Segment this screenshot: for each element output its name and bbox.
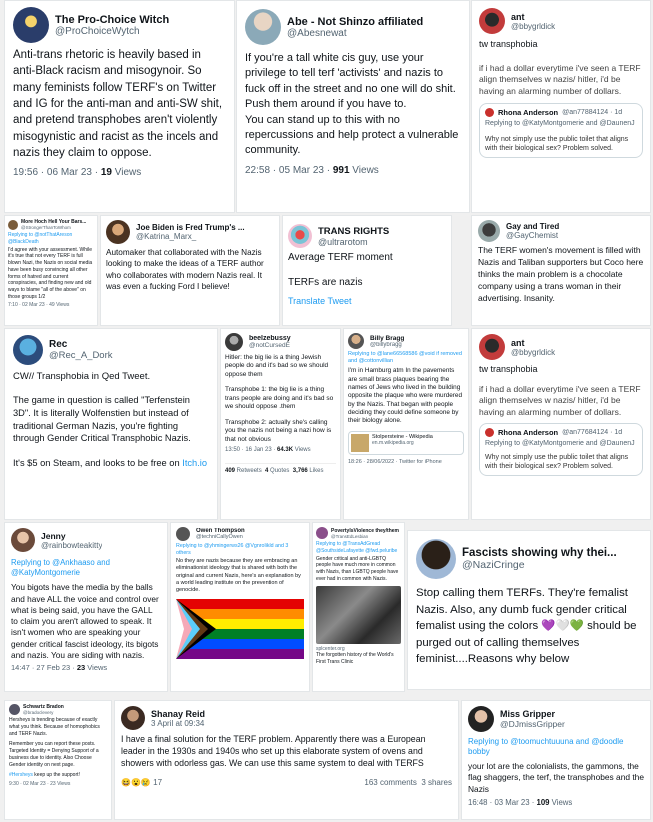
link-card-image[interactable] bbox=[316, 586, 401, 644]
comments-count[interactable]: 163 comments bbox=[364, 777, 417, 787]
tweet-owen-thompson[interactable] bbox=[170, 522, 310, 692]
avatar[interactable] bbox=[245, 9, 281, 45]
reply-to[interactable]: Replying to @notThatAreson @BlackDeath bbox=[8, 232, 73, 245]
shares-count[interactable]: 3 shares bbox=[421, 777, 452, 787]
tweet-meta: 19:56 · 06 Mar 23 · 19 Views bbox=[13, 167, 142, 179]
post-text: I have a final solution for the TERF problem. Apparently there was a European leader in the 1930s and 1940s who set up this elaborate system of ovens and showers with odorless gas. We can use this same system to deal with TERFS bbox=[121, 734, 426, 768]
tweet-meta: 7:10 · 02 Mar 23 · 49 Views bbox=[8, 301, 70, 308]
handle[interactable]: @bradoclevery bbox=[23, 710, 54, 715]
tweet-trans-rights[interactable] bbox=[282, 215, 452, 326]
translate-tweet-link[interactable]: Translate Tweet bbox=[288, 296, 352, 306]
handle[interactable]: @Katrina_Marx_ bbox=[136, 232, 197, 241]
tweet-gay-and-tired[interactable] bbox=[471, 215, 651, 326]
handle[interactable]: @techniCallyOwen bbox=[196, 534, 243, 540]
tweet-text-3: #Hersheys keep up the support! bbox=[9, 772, 80, 779]
avatar bbox=[485, 428, 494, 437]
tweet-abe[interactable] bbox=[236, 0, 470, 213]
tweet-text-2: TERFs are nazis bbox=[288, 277, 363, 288]
avatar[interactable] bbox=[121, 706, 145, 730]
tweet-text: No they are nazis because they are embracing an eliminationist ideology that is shared with both the original and current Nazis, here's an explanation by a world leading institute on the prevention of genocide. bbox=[176, 557, 301, 594]
avatar[interactable] bbox=[288, 224, 312, 248]
itch-link[interactable]: Itch.io bbox=[182, 458, 208, 469]
avatar[interactable] bbox=[416, 539, 456, 579]
card-title: The forgotten history of the World's First Trans Clinic bbox=[316, 652, 394, 665]
tweet-text: your lot are the colonialists, the gammons, the flag shaggers, the terf, the transphobes and the Nazis bbox=[468, 760, 644, 794]
tweet-billy-bragg[interactable] bbox=[343, 328, 469, 520]
tweet-meta: 13:50 · 16 Jan 23 · 64.3K Views bbox=[225, 446, 311, 453]
tweet-ant-1[interactable] bbox=[471, 0, 651, 213]
tweet-text-2: The game in question is called "Terfenstein 3D". It is literally Wolfenstien but instead of traditional German Nazis, you're fighting through Gender Critical Transphobic Nazis. bbox=[13, 395, 191, 444]
avatar[interactable] bbox=[225, 333, 243, 351]
display-name[interactable]: Billy Bragg bbox=[370, 334, 405, 342]
handle[interactable]: @TransEdLesbian bbox=[331, 533, 369, 539]
tweet-more-hoch[interactable] bbox=[4, 215, 98, 326]
reply-to[interactable]: Replying to @Ankhaaso and @KatyMontgomerie bbox=[11, 558, 110, 578]
display-name[interactable]: Shanay Reid bbox=[151, 708, 206, 719]
tweet-rec[interactable] bbox=[4, 328, 218, 520]
reply-to[interactable]: Replying to @toomuchtuuuna and @doodle bobby bbox=[468, 737, 624, 757]
display-name[interactable]: Schwartz Bradon bbox=[23, 704, 64, 710]
hashtag-link[interactable]: #Hersheys bbox=[9, 772, 33, 779]
display-name[interactable]: Gay and Tired bbox=[506, 222, 560, 231]
avatar[interactable] bbox=[13, 7, 49, 43]
tweet-text: I'd agree with your assessment. While it's true that not every TERF is full blown Nazi, the Nazis on social media have been busy convincing all other forms of hatred and current conspiracies, and finding new and old ways to blame "all of the above" on those groups 1/2 bbox=[8, 246, 93, 300]
link-card[interactable]: Stolpersteine - Wikipedia en.m.wikipedia.org bbox=[348, 431, 464, 455]
avatar[interactable] bbox=[13, 335, 43, 365]
avatar[interactable] bbox=[9, 704, 20, 715]
avatar[interactable] bbox=[479, 8, 505, 34]
avatar[interactable] bbox=[8, 220, 18, 230]
avatar[interactable] bbox=[348, 333, 364, 349]
quoted-tweet[interactable]: Rhona Anderson @an77684124 · 1d Replying to @KatyMontgomerie and @DaunenJ Why not simply use the public toilet that aligns with their biological sex? Problem solved. bbox=[479, 423, 643, 475]
handle[interactable]: @notCursedE bbox=[249, 342, 290, 349]
tweet-text: Hitler: the big lie is a thing Jewish people do and it's bad so we should oppose them bbox=[225, 354, 329, 378]
tweet-schwartz-bradon[interactable] bbox=[4, 700, 112, 820]
tweet-text: Stop calling them TERFs. They're femalist Nazis. Also, any dumb fuck gender critical femalist using the colors 💜🤍💚 should be purged out of calling themselves feminist....Reasons why below bbox=[416, 587, 637, 666]
tweet-jenny[interactable] bbox=[4, 522, 168, 692]
handle[interactable]: @ultrarotom bbox=[318, 236, 368, 247]
heart-emojis: 💜🤍💚 bbox=[541, 620, 584, 633]
tweet-text-2: if i had a dollar everytime i've seen a TERF align themselves w nazis/ hitler, i'd be having an alarming number of dollars. bbox=[479, 63, 641, 96]
handle[interactable]: @NaziCringe bbox=[462, 559, 525, 571]
display-name[interactable]: Fascists showing why thei... bbox=[462, 547, 617, 559]
reaction-icons[interactable]: 😆😮😢 bbox=[121, 777, 151, 787]
handle[interactable]: @billybragg bbox=[370, 341, 402, 348]
tweet-text-2: You can stand up to this with no repercussions and help protect a vulnerable community. bbox=[245, 113, 459, 157]
tweet-beelzebussy[interactable] bbox=[220, 328, 341, 520]
tweet-text: CW// Transphobia in Qed Tweet. bbox=[13, 371, 151, 382]
tweet-meta: 14:47 · 27 Feb 23 · 23 Views bbox=[11, 663, 108, 673]
display-name[interactable]: Abe - Not Shinzo affiliated bbox=[287, 15, 424, 28]
tweet-meta: 22:58 · 05 Mar 23 · 991 Views bbox=[245, 164, 379, 176]
handle[interactable]: @StrongerThanToWhom bbox=[21, 225, 71, 230]
handle[interactable]: @DJmissGripper bbox=[500, 719, 565, 729]
tweet-text-2: Remember you can report these posts. Targeted Identity = Denying Support of a business due to identity. Also Choose Gender identity on next page. bbox=[9, 741, 99, 768]
display-name[interactable]: ant bbox=[511, 337, 525, 348]
tweet-text: You bigots have the media by the balls and have ALL the voice and control over what is being said, you have the GALL to claim you aren't allowed to speak. It isn't women who are speaking your gender critical fascist ideology, its bigots and nazis. You are siding with nazis. bbox=[11, 582, 159, 660]
tweet-text: tw transphobia bbox=[479, 39, 538, 49]
tweet-nazicringe[interactable] bbox=[407, 530, 651, 690]
quoted-tweet[interactable]: Rhona Anderson @an77884124 · 1d Replying to @KatyMontgomerie and @DaunenJ Why not simply use the public toilet that aligns with their biological sex? Problem solved. bbox=[479, 103, 643, 157]
tweet-meta: 18:26 · 28/06/2022 · Twitter for iPhone bbox=[348, 458, 442, 465]
handle[interactable]: @Abesnewat bbox=[287, 27, 347, 39]
tweet-text-3: It's $5 on Steam, and looks to be free on Itch.io bbox=[13, 458, 208, 469]
tweet-text-2: Transphobe 1: the big lie is a thing trans people are doing and it's bad so we should oppose .them bbox=[225, 386, 334, 411]
tweet-text: Automaker that collaborated with the Nazis looking to make the ideas of a TERF author who collaborates with modern Nazis real. It was even a fucking Ford I believe! bbox=[106, 248, 264, 292]
display-name[interactable]: PovertyIsViolence they/them bbox=[331, 527, 399, 534]
display-name[interactable]: Rec bbox=[49, 339, 68, 350]
tweet-ant-2[interactable] bbox=[471, 328, 651, 520]
tweet-miss-gripper[interactable] bbox=[461, 700, 651, 820]
display-name[interactable]: Jenny bbox=[41, 530, 66, 541]
avatar[interactable] bbox=[176, 527, 190, 541]
avatar[interactable] bbox=[316, 527, 328, 539]
tweet-text: Hersheys is trending because of exactly what you think. Because of homophobics and TERF Nazis. bbox=[9, 717, 100, 737]
post-date[interactable]: 3 April at 09:34 bbox=[151, 718, 205, 728]
avatar[interactable] bbox=[479, 334, 505, 360]
progress-pride-flag-image bbox=[176, 599, 304, 659]
reply-to[interactable]: Replying to @yhmingerws26 @Vgnrolikld and 3 others bbox=[176, 543, 289, 556]
timestamp[interactable]: 19:56 · 06 Mar 23 · bbox=[13, 167, 101, 179]
card-thumbnail bbox=[351, 434, 369, 452]
tweet-povertyisviolence[interactable] bbox=[312, 522, 405, 692]
reply-to[interactable]: Replying to @lane66568586 @void if removed and @cottonvillian bbox=[348, 351, 462, 365]
display-name[interactable]: TRANS RIGHTS bbox=[318, 225, 390, 237]
display-name[interactable]: More Hoch Hell Your Bars... bbox=[21, 219, 87, 225]
tweet-prochoice-witch[interactable] bbox=[4, 0, 235, 213]
avatar[interactable] bbox=[478, 220, 500, 242]
tweet-text: I'm in Hamburg atm In the pavements are small brass plaques bearing the names of Jews who lived in the building opposite the plaque who were murdered by the Nazis. That began with people deciding they could define someone by their biology alone. bbox=[348, 367, 463, 425]
display-name[interactable]: Owen Thompson bbox=[196, 528, 245, 534]
avatar bbox=[485, 108, 494, 117]
reply-to[interactable]: Replying to @TransAdGread @SouthsideLafayette @fwd.peluribe bbox=[316, 541, 398, 554]
display-name[interactable]: beelzebussy bbox=[249, 335, 291, 342]
tweet-text: tw transphobia bbox=[479, 364, 538, 374]
timestamp[interactable]: 22:58 · 05 Mar 23 · bbox=[245, 164, 333, 176]
handle[interactable]: @bbygrldick bbox=[511, 347, 556, 357]
handle[interactable]: @GayChemist bbox=[506, 231, 559, 240]
tweet-text: If you're a tall white cis guy, use your privilege to tell terf 'activists' and nazis to fuck off in the street and no one will do shit. Push them around if you have to. bbox=[245, 52, 456, 111]
display-name[interactable]: Miss Gripper bbox=[500, 709, 556, 719]
tweet-text-3: Transphobe 2: actually she's calling you the nazis not being a nazi how is that not obvious bbox=[225, 418, 332, 443]
tweet-text-2: if i had a dollar everytime i've seen a TERF align themselves w nazis/ hitler, i'd be having an alarming number of dollars. bbox=[479, 384, 641, 417]
tweet-meta: 16:48 · 03 Mar 23 · 109 Views bbox=[468, 797, 573, 807]
tweet-meta: 9:30 · 02 Mar 23 · 23 Views bbox=[9, 781, 71, 787]
tweet-stats: 409 Retweets 4 Quotes 3,766 Likes bbox=[225, 463, 336, 474]
avatar[interactable] bbox=[106, 220, 130, 244]
display-name[interactable]: Joe Biden is Fred Trump's ... bbox=[136, 223, 245, 232]
handle[interactable]: @rainbowteakitty bbox=[41, 540, 103, 550]
handle[interactable]: @ProChoiceWytch bbox=[55, 25, 140, 37]
display-name[interactable]: The Pro-Choice Witch bbox=[55, 13, 170, 26]
tweet-text: Gender critical and anti-LGBTQ people have much more in common with Nazis, than LGBTQ people have ever had in common with Nazis. bbox=[316, 555, 399, 582]
avatar[interactable] bbox=[468, 706, 494, 732]
handle[interactable]: @Rec_A_Dork bbox=[49, 350, 113, 361]
tweet-text: The TERF women's movement is filled with Nazis and Taliban supporters but Coco here thinks the main problem is a chocolate company using a trans woman in their advertising. Insanity. bbox=[478, 245, 644, 303]
post-shanay-reid[interactable] bbox=[114, 700, 459, 820]
tweet-text: Average TERF moment bbox=[288, 252, 393, 263]
handle[interactable]: @bbygrldick bbox=[511, 21, 556, 31]
tweet-text: Anti-trans rhetoric is heavily based in anti-Black racism and misogynoir. So many feminists follow TERF's on Twitter and IG for the anti-man and anti-SW shit, and pretend transphobes aren't violently misogynistic and racist as the incels and nazis they claim to oppose. bbox=[13, 49, 223, 159]
avatar[interactable] bbox=[11, 528, 35, 552]
tweet-joe-biden[interactable] bbox=[100, 215, 280, 326]
card-url: splcenter.org bbox=[316, 645, 345, 652]
display-name[interactable]: ant bbox=[511, 11, 525, 22]
post-stats: 😆😮😢 17 163 comments 3 shares bbox=[121, 777, 452, 787]
